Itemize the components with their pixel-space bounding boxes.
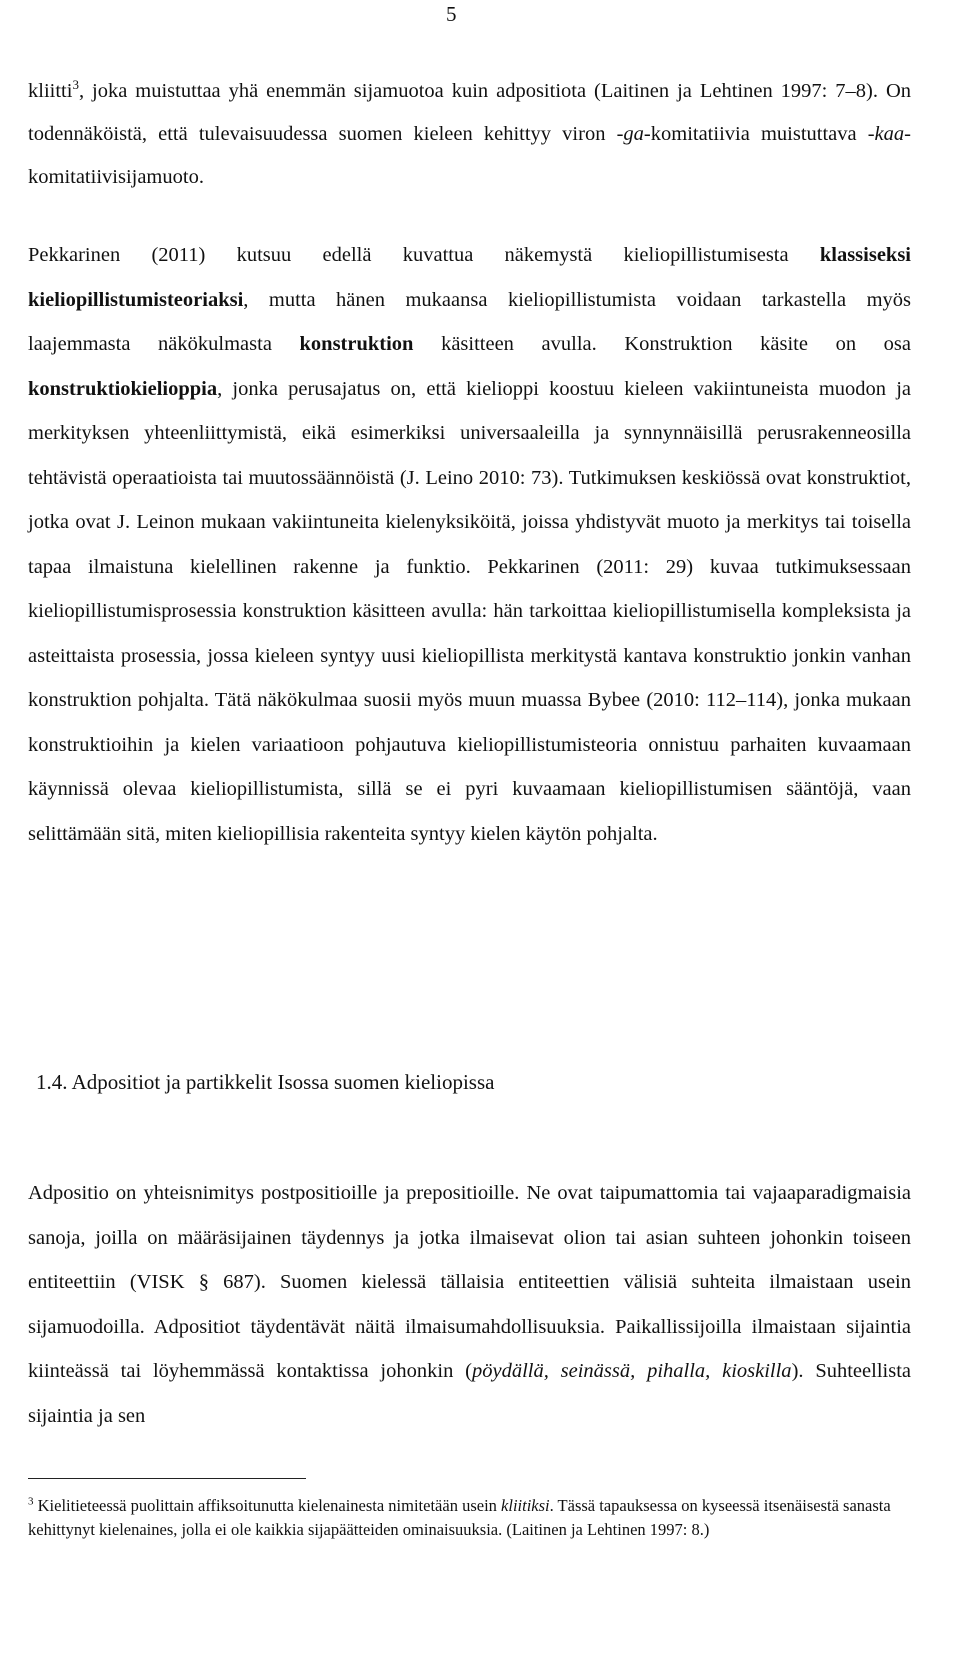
bold-term: klassiseksi kieliopillistumisteoriaksi bbox=[28, 244, 911, 311]
paragraph-grammaticalization bbox=[28, 233, 911, 856]
paragraph-intro bbox=[28, 70, 911, 199]
text-run: , joka muistuttaa yhä enemmän sijamuotoa kuin adpositiota (Laitinen ja Lehtinen 1997: 7–8). On todennäköistä, että tulevaisuudessa suomen kieleen kehittyy viron bbox=[28, 80, 911, 145]
paragraph-adpositions bbox=[28, 1171, 911, 1439]
italic-examples: pöydällä, seinässä, pihalla, kioskilla bbox=[471, 1360, 792, 1383]
text-run: . Tässä tapauksessa on kyseessä itsenäisestä sanasta kehittynyt kielenaines, jolla ei ole kaikkia sijapäätteiden ominaisuuksia. (Laitinen ja Lehtinen 1997: 8.) bbox=[28, 1496, 891, 1539]
footnote bbox=[28, 1494, 908, 1542]
text-run: , mutta hänen mukaansa kieliopillistumista voidaan tarkastella myös laajemmasta näkökulmasta bbox=[28, 288, 911, 355]
italic-term: -kaa bbox=[867, 123, 905, 145]
text-run: ). Suhteellista sijaintia ja sen bbox=[28, 1360, 911, 1427]
bold-term: konstruktion bbox=[299, 333, 414, 355]
section-heading: 1.4. Adpositiot ja partikkelit Isossa suomen kieliopissa bbox=[36, 1070, 495, 1094]
footnote-mark: 3 bbox=[28, 1495, 34, 1508]
text-run: -komitatiivia muistuttava bbox=[643, 123, 868, 145]
italic-term: kliitiksi bbox=[501, 1496, 550, 1515]
text-run: Adpositio on yhteisnimitys postpositioille ja prepositioille. Ne ovat taipumattomia tai vajaaparadigmaisia sanoja, joilla on määräsijainen täydennys ja jotka ilmaisevat olion tai asian suhteen johonkin toiseen entiteettiin (VISK § 687). Suomen kielessä tällaisia entiteettien välisiä suhteita ilmaistaan usein sijamuodoilla. Adpositiot täydentävät näitä ilmaisumahdollisuuksia. Paikallissijoilla ilmaistaan sijaintia kiinteässä tai löyhemmässä kontaktissa johonkin ( bbox=[28, 1182, 911, 1383]
text-run: Kielitieteessä puolittain affiksoitunutta kielenainesta nimitetään usein bbox=[33, 1496, 502, 1515]
footnote-reference[interactable]: 3 bbox=[72, 77, 79, 93]
text-run: -komitatiivisijamuoto. bbox=[28, 123, 911, 188]
text-run: käsitteen avulla. Konstruktion käsite on osa bbox=[413, 333, 912, 355]
text-run: kliitti bbox=[28, 80, 73, 102]
footnote-separator bbox=[28, 1478, 306, 1479]
text-run: , jonka perusajatus on, että kielioppi koostuu kieleen vakiintuneista muodon ja merkityksen yhteenliittymistä, eikä esimerkiksi universaaleilla ja synnynnäisillä perusrakenneosilla tehtävistä operaatioista tai muutossäännöistä (J. Leino 2010: 73). Tutkimuksen keskiössä ovat konstruktiot, jotka ovat J. Leinon mukaan vakiintuneita kielenyksiköitä, joissa yhdistyvät muoto ja merkitys tai toisella tapaa ilmaistuna kielellinen rakenne ja funktio. Pekkarinen (2011: 29) kuvaa tutkimuksessaan kieliopillistumisprosessia konstruktion käsitteen avulla: hän tarkoittaa kieliopillistumisella kompleksista ja asteittaista prosessia, jossa kieleen syntyy uusi kieliopillista merkitystä kantava konstruktio jonkin vanhan konstruktion pohjalta. Tätä näkökulmaa suosii myös muun muassa Bybee (2010: 112–114), jonka mukaan konstruktioihin ja kielen variaatioon pohjautuva kieliopillistumisteoria onnistuu parhaiten kuvaamaan käynnissä olevaa kieliopillistumista, sillä se ei pyri kuvaamaan kieliopillistumisen sääntöjä, vaan selittämään sitä, miten kieliopillisia rakenteita syntyy kielen käytön pohjalta. bbox=[28, 377, 911, 845]
page-number: 5 bbox=[446, 2, 457, 26]
italic-term: -ga bbox=[616, 123, 644, 145]
text-run: Pekkarinen (2011) kutsuu edellä kuvattua näkemystä kieliopillistumisesta bbox=[28, 244, 820, 266]
bold-term: konstruktiokielioppia bbox=[28, 377, 218, 400]
